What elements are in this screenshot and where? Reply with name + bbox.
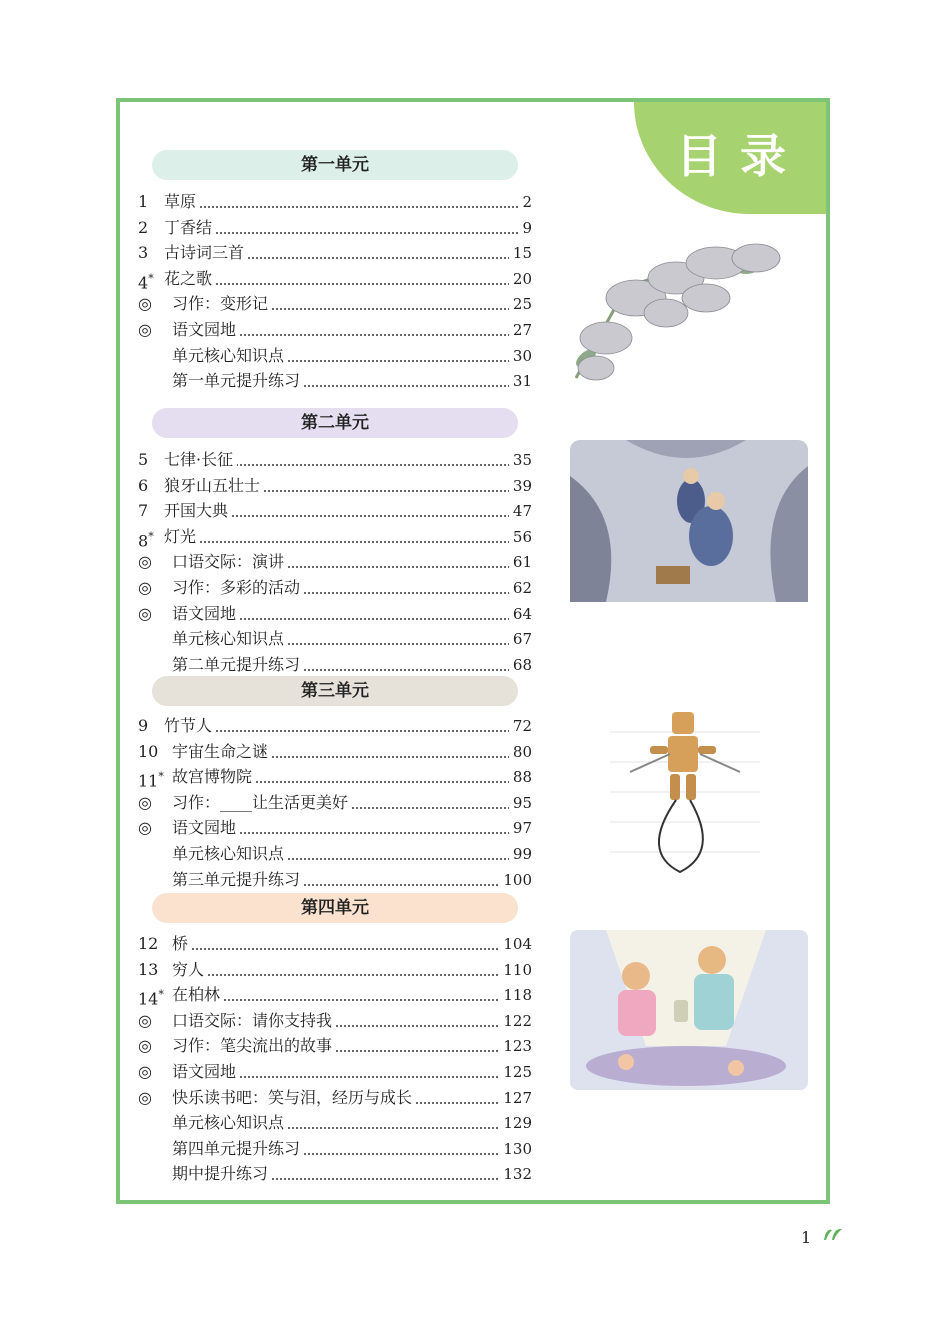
entry-title: 竹节人 [164,714,216,738]
entry-page: 20 [509,267,532,291]
entry-number [138,816,168,840]
cave-soldiers-illustration [566,436,812,606]
toc-frame [116,98,830,1204]
entry-number-text: 8 [138,531,149,551]
entry-title: 第一单元提升练习 [172,369,304,393]
unit-header: 第四单元 [152,893,518,923]
entry-number-text: ◎ [138,603,152,623]
dot-leader [172,924,526,950]
entry-number [138,1086,168,1110]
entry-number [138,740,168,764]
entry-number-text: 5 [138,450,149,469]
entry-number [138,550,168,574]
entry-number [138,318,168,342]
dot-leader [164,208,526,234]
entry-number [138,602,168,626]
entry-title: 期中提升练习 [172,1162,272,1186]
entry-page: 99 [509,842,532,866]
entry-number-text: ◎ [138,818,152,838]
entry-number [138,791,168,815]
entry-number-text: ◎ [138,1010,152,1030]
entry-title: 语文园地 [172,602,240,626]
entry-page: 15 [509,241,532,265]
entry-title: 狼牙山五壮士 [164,474,264,498]
unit-header: 第二单元 [152,408,518,438]
entry-title: 口语交际：请你支持我 [172,1009,336,1033]
entry-page: 67 [509,627,532,651]
entry-number-text: 10 [138,741,159,761]
entry-number-text: ◎ [138,1062,152,1081]
entry-title: 习作：笔尖流出的故事 [172,1034,336,1058]
entry-number-text: 2 [138,217,149,237]
optional-star-icon: * [158,770,164,784]
entry-number-text: 11 [138,771,159,791]
entry-title: 在柏林 [172,983,224,1007]
unit-header: 第一单元 [152,150,518,180]
entry-number-text: ◎ [138,578,152,597]
entry-title: 七律·长征 [164,448,237,472]
entry-number-text: 1 [138,192,149,211]
unit-header: 第三单元 [152,676,518,706]
entry-page: 25 [509,292,532,316]
entry-page: 100 [499,868,532,892]
entry-title: 古诗词三首 [164,241,248,265]
entry-title: 快乐读书吧：笑与泪，经历与成长 [172,1086,416,1110]
entry-page: 35 [509,448,532,472]
dot-leader [172,950,526,976]
entry-number-text: ◎ [138,792,152,812]
entry-number [138,983,168,1011]
entry-page: 95 [509,791,532,815]
entry-title: 语文园地 [172,816,240,840]
entry-number-text: ◎ [138,1087,152,1107]
entry-title: 单元核心知识点 [172,627,288,651]
page-title: 目录 [676,129,804,183]
optional-star-icon: * [148,529,154,543]
entry-page: 123 [499,1034,532,1058]
entry-number-text: 6 [138,475,149,495]
entry-number [138,765,168,793]
entry-page: 97 [509,816,532,840]
bamboo-figure-illustration [610,702,760,877]
entry-title: 故宫博物院 [172,765,256,789]
entry-number-text: 4 [138,273,149,293]
entry-number-text: ◎ [138,320,152,339]
entry-page: 31 [509,369,532,393]
entry-page: 61 [509,550,532,574]
entry-title: 语文园地 [172,1060,240,1084]
entry-title: 单元核心知识点 [172,344,288,368]
dot-leader [172,975,526,1001]
dot-leader [164,259,526,285]
entry-number [138,1060,168,1084]
dot-leader [164,182,526,208]
entry-page: 9 [518,216,532,240]
entry-page: 62 [509,576,532,600]
entry-page: 88 [509,765,532,789]
entry-page: 68 [509,653,532,677]
entry-title: 习作：____让生活更美好 [172,791,352,815]
entry-page: 118 [499,983,532,1007]
entry-number [138,1034,168,1058]
toc-entry[interactable] [134,1162,532,1186]
entry-number [138,576,168,600]
entry-title: 口语交际：演讲 [172,550,288,574]
entry-page: 72 [509,714,532,738]
toc-entry[interactable] [134,868,532,892]
entry-number [138,932,168,956]
entry-page: 132 [499,1162,532,1186]
entry-page: 30 [509,344,532,368]
entry-title: 习作：多彩的活动 [172,576,304,600]
entry-number-text: 13 [138,959,159,979]
entry-title: 开国大典 [164,499,232,523]
optional-star-icon: * [158,988,164,1002]
title-badge [634,98,830,214]
entry-page: 39 [509,474,532,498]
entry-page: 56 [509,525,532,549]
entry-title: 习作：变形记 [172,292,272,316]
entry-page: 130 [499,1137,532,1161]
entry-number [138,1009,168,1033]
entry-page: 104 [499,932,532,956]
entry-page: 122 [499,1009,532,1033]
entry-title: 丁香结 [164,216,216,240]
page-number: 1 [801,1228,812,1247]
entry-page: 129 [499,1111,532,1135]
entry-number [138,958,168,982]
entry-number-text: 14 [138,989,159,1009]
lilac-illustration [566,228,812,400]
entry-title: 宇宙生命之谜 [172,740,272,764]
entry-page: 127 [499,1086,532,1110]
entry-title: 花之歌 [164,267,216,291]
entry-number-text: 7 [138,501,149,521]
entry-title: 单元核心知识点 [172,842,288,866]
entry-page: 80 [509,740,532,764]
entry-title: 第四单元提升练习 [172,1137,304,1161]
entry-title: 灯光 [164,525,200,549]
entry-number-text: 3 [138,243,149,263]
family-illustration [566,926,812,1094]
entry-page: 110 [499,958,532,982]
entry-number-text: ◎ [138,294,152,314]
entry-number-text: 9 [138,716,149,735]
dot-leader [164,517,526,543]
entry-title: 第三单元提升练习 [172,868,304,892]
entry-title: 语文园地 [172,318,240,342]
entry-title: 桥 [172,932,192,956]
entry-number-text: ◎ [138,1036,152,1056]
entry-page: 27 [509,318,532,342]
entry-page: 2 [518,190,532,214]
entry-number [138,292,168,316]
entry-title: 单元核心知识点 [172,1111,288,1135]
entry-number-text: 12 [138,934,159,953]
entry-page: 64 [509,602,532,626]
entry-title: 第二单元提升练习 [172,653,304,677]
entry-title: 穷人 [172,958,208,982]
entry-page: 125 [499,1060,532,1084]
entry-title: 草原 [164,190,200,214]
entry-number-text: ◎ [138,552,152,572]
optional-star-icon: * [148,271,154,285]
leaf-icon [822,1226,844,1242]
entry-page: 47 [509,499,532,523]
toc-entry[interactable] [134,653,532,677]
toc-entry[interactable] [134,369,532,393]
dot-leader [164,706,526,732]
